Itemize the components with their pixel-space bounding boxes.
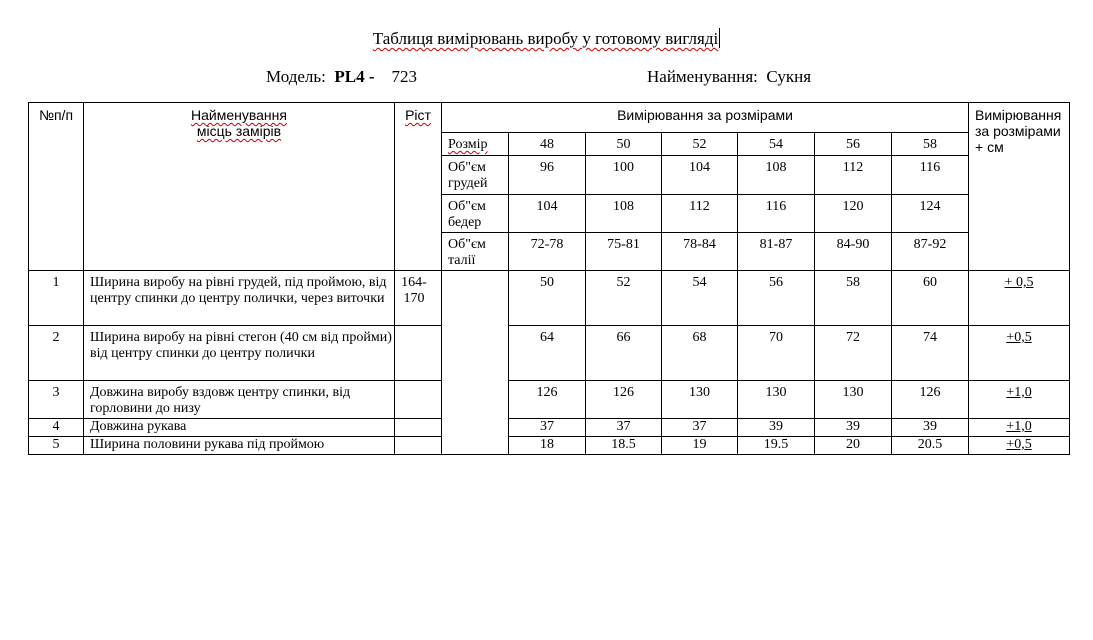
row-value: 72 — [815, 326, 892, 381]
row-value: 52 — [586, 271, 662, 326]
row-num: 1 — [29, 271, 84, 326]
height-empty — [395, 419, 442, 437]
row-tolerance: + 0,5 — [969, 271, 1070, 326]
row-value: 130 — [738, 381, 815, 419]
height-empty — [395, 437, 442, 455]
size-cell: 54 — [738, 133, 815, 156]
row-value: 58 — [815, 271, 892, 326]
row-value: 130 — [815, 381, 892, 419]
chest-cell: 100 — [586, 156, 662, 195]
header-row — [29, 103, 1070, 133]
waist-cell: 81-87 — [738, 233, 815, 271]
table-row — [29, 437, 1070, 455]
row-tolerance: +0,5 — [969, 437, 1070, 455]
row-tolerance: +0,5 — [969, 326, 1070, 381]
row-num: 2 — [29, 326, 84, 381]
table-row — [29, 381, 1070, 419]
waist-cell: 78-84 — [662, 233, 738, 271]
hips-cell: 104 — [509, 195, 586, 233]
header-num: №п/п — [29, 103, 84, 271]
row-value: 68 — [662, 326, 738, 381]
row-value: 74 — [892, 326, 969, 381]
chest-cell: 108 — [738, 156, 815, 195]
chest-cell: 116 — [892, 156, 969, 195]
header-measures: Вимірювання за розмірами — [442, 103, 969, 133]
row-name: Довжина рукава — [84, 419, 395, 437]
waist-cell: 72-78 — [509, 233, 586, 271]
height-empty — [395, 381, 442, 419]
row-name: Ширина половини рукава під проймою — [84, 437, 395, 455]
chest-cell: 112 — [815, 156, 892, 195]
document-title — [0, 28, 1093, 49]
row-value: 126 — [509, 381, 586, 419]
size-cell: 50 — [586, 133, 662, 156]
size-cell: 58 — [892, 133, 969, 156]
row-value: 39 — [815, 419, 892, 437]
chest-label: Об"єм грудей — [442, 156, 509, 195]
row-tolerance: +1,0 — [969, 419, 1070, 437]
hips-label: Об"єм бедер — [442, 195, 509, 233]
hips-cell: 108 — [586, 195, 662, 233]
row-value: 56 — [738, 271, 815, 326]
hips-cell: 124 — [892, 195, 969, 233]
row-num: 4 — [29, 419, 84, 437]
row-value: 18.5 — [586, 437, 662, 455]
size-label: Розмір — [442, 133, 509, 156]
table-row — [29, 326, 1070, 381]
header-height: Ріст — [395, 103, 442, 271]
row-value: 19.5 — [738, 437, 815, 455]
header-place-line1: Найменування — [191, 107, 287, 123]
row-value: 37 — [662, 419, 738, 437]
row-value: 37 — [586, 419, 662, 437]
header-place-line2: місць замірів — [196, 123, 282, 139]
row-tolerance: +1,0 — [969, 381, 1070, 419]
row-num: 3 — [29, 381, 84, 419]
size-cell: 52 — [662, 133, 738, 156]
model-line — [266, 67, 417, 87]
text-cursor — [719, 28, 720, 48]
row-value: 18 — [509, 437, 586, 455]
row-value: 126 — [586, 381, 662, 419]
header-place — [84, 103, 395, 271]
model-code: PL4 - — [334, 67, 375, 86]
header-tolerance: Вимірювання за розмірами + см — [969, 103, 1070, 271]
model-number: 723 — [391, 67, 417, 86]
row-value: 66 — [586, 326, 662, 381]
waist-cell: 87-92 — [892, 233, 969, 271]
row-value: 70 — [738, 326, 815, 381]
row-num: 5 — [29, 437, 84, 455]
row-value: 39 — [892, 419, 969, 437]
row-value: 50 — [509, 271, 586, 326]
measurement-table — [28, 102, 1070, 455]
waist-label: Об"єм талії — [442, 233, 509, 271]
row-value: 126 — [892, 381, 969, 419]
model-label: Модель: — [266, 67, 326, 86]
name-label: Найменування: — [647, 67, 758, 86]
size-cell: 48 — [509, 133, 586, 156]
title-text: Таблиця вимірювань виробу у готовому вигляді — [372, 29, 719, 48]
row-name: Довжина виробу вздовж центру спинки, від горловини до низу — [84, 381, 395, 419]
chest-cell: 104 — [662, 156, 738, 195]
row-name: Ширина виробу на рівні грудей, під проймою, від центру спинки до центру полички, через виточки — [84, 271, 395, 326]
row-value: 60 — [892, 271, 969, 326]
table-row — [29, 419, 1070, 437]
height-value: 164-170 — [395, 271, 442, 326]
hips-cell: 116 — [738, 195, 815, 233]
empty-merged-cell — [442, 271, 509, 455]
row-value: 130 — [662, 381, 738, 419]
row-value: 39 — [738, 419, 815, 437]
row-value: 20 — [815, 437, 892, 455]
chest-cell: 96 — [509, 156, 586, 195]
row-name: Ширина виробу на рівні стегон (40 см від пройми) від центру спинки до центру полички — [84, 326, 395, 381]
hips-cell: 120 — [815, 195, 892, 233]
product-name-line — [647, 67, 811, 87]
row-value: 20.5 — [892, 437, 969, 455]
waist-cell: 84-90 — [815, 233, 892, 271]
name-value: Сукня — [766, 67, 812, 86]
hips-cell: 112 — [662, 195, 738, 233]
row-value: 19 — [662, 437, 738, 455]
row-value: 54 — [662, 271, 738, 326]
size-cell: 56 — [815, 133, 892, 156]
table-row — [29, 271, 1070, 326]
row-value: 64 — [509, 326, 586, 381]
height-empty — [395, 326, 442, 381]
row-value: 37 — [509, 419, 586, 437]
waist-cell: 75-81 — [586, 233, 662, 271]
